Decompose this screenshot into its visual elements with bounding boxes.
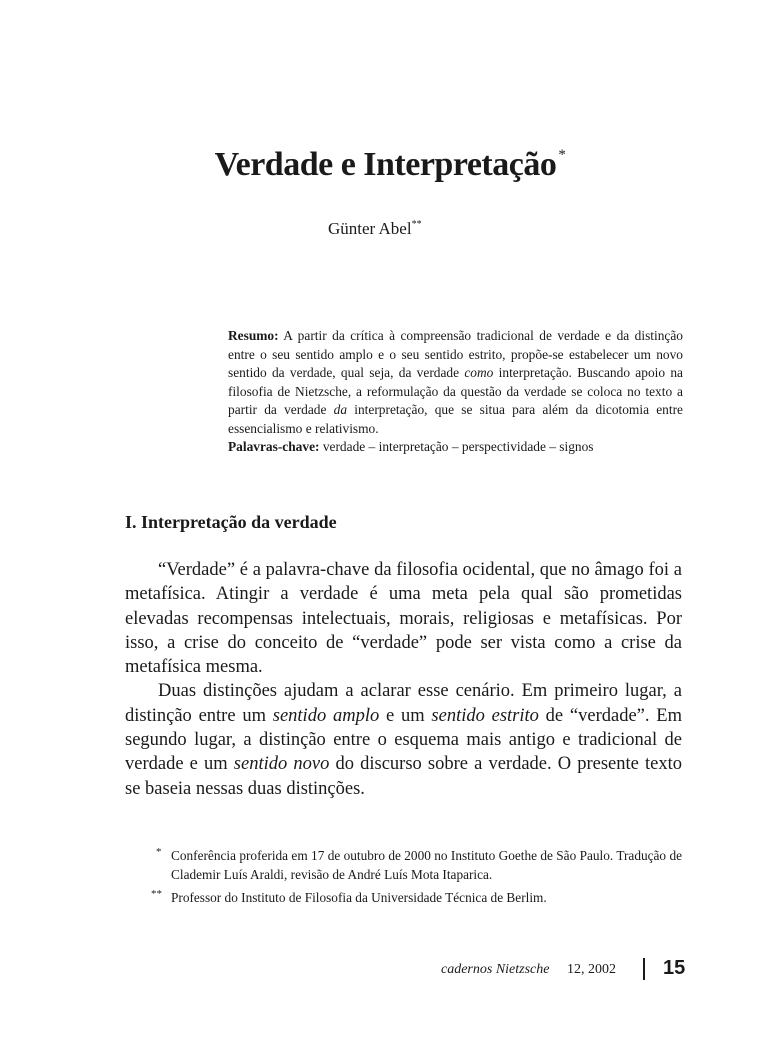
title-text: Verdade e Interpretação xyxy=(214,146,557,183)
keywords-label: Palavras-chave: xyxy=(228,439,320,454)
footnote-mark: ** xyxy=(151,888,162,900)
journal-name: cadernos Nietzsche xyxy=(441,962,550,977)
abstract-emphasis: da xyxy=(333,402,348,417)
abstract-part: interpretação. Buscando apoio na filosofia de Nietzsche, a reformulação da questão da verdade se coloca no texto a partir da verdade xyxy=(228,365,683,417)
author-footnote-mark: ** xyxy=(411,219,422,230)
article-title xyxy=(0,146,780,184)
footnote-1 xyxy=(154,846,682,884)
abstract-part: A partir da crítica à compreensão tradicional de verdade e da distinção entre o seu sentido amplo e o seu sentido estrito, propõe-se estabelecer um novo sentido da verdade, qual seja, da verdade xyxy=(228,328,683,380)
abstract-text xyxy=(228,327,683,438)
author-name xyxy=(328,219,422,239)
title-footnote-mark: * xyxy=(558,147,566,163)
paragraph-part: Duas distinções ajudam a aclarar esse cenário. Em primeiro lugar, a distinção entre um xyxy=(125,681,682,726)
section-heading: I. Interpretação da verdade xyxy=(125,512,337,532)
journal-volume: 12, 2002 xyxy=(567,962,616,977)
paragraph-1: “Verdade” é a palavra-chave da filosofia ocidental, que no âmago foi a metafísica. Atingir a verdade é uma meta pela qual são prometidas elevadas recompensas intelectuais, morais, religiosas e metafísicas. Por isso, a crise do conceito de “verdade” pode ser vista como a crise da metafísica mesma. xyxy=(125,560,682,678)
paragraph-2 xyxy=(125,679,682,800)
page-number: 15 xyxy=(663,957,686,979)
body-text xyxy=(125,558,682,801)
paragraph-part: do discurso sobre a verdade. O presente texto se baseia nessas duas distinções. xyxy=(125,754,682,799)
paragraph-emphasis: sentido novo xyxy=(233,754,330,775)
page-footer xyxy=(430,958,690,984)
footnote-text: Professor do Instituto de Filosofia da Universidade Técnica de Berlim. xyxy=(171,890,547,905)
footnote-text: Conferência proferida em 17 de outubro de 2000 no Instituto Goethe de São Paulo. Tradução de Clademir Luís Araldi, revisão de André Luís Mota Itaparica. xyxy=(171,848,682,882)
paragraph-emphasis: sentido estrito xyxy=(431,705,539,726)
keywords-text: verdade – interpretação – perspectividade – signos xyxy=(319,439,594,454)
paragraph-part: e um xyxy=(379,705,432,726)
footnote-mark: * xyxy=(156,846,162,858)
paragraph-part: de “verdade”. Em segundo lugar, a distinção entre o esquema mais antigo e tradicional de verdade e um xyxy=(125,705,682,775)
footnote-2 xyxy=(151,888,682,907)
author-text: Günter Abel xyxy=(328,219,412,238)
footnotes xyxy=(151,846,682,907)
footer-divider xyxy=(643,958,645,980)
abstract-label: Resumo: xyxy=(228,328,279,343)
abstract-block xyxy=(228,327,683,457)
keywords-line xyxy=(228,438,683,457)
abstract-emphasis: como xyxy=(464,365,494,380)
paragraph-emphasis: sentido amplo xyxy=(272,705,380,726)
abstract-part: interpretação, que se situa para além da dicotomia entre essencialismo e relativismo. xyxy=(228,402,683,436)
